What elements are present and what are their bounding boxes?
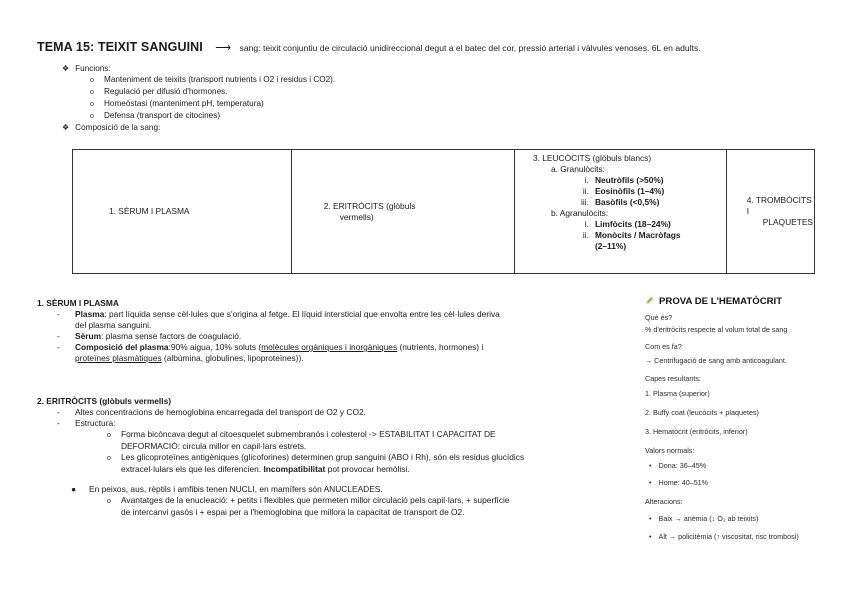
link-proteines: proteïnes plasmàtiques — [75, 353, 162, 363]
header — [37, 38, 701, 56]
composicio-label: Composició de la sang: — [75, 123, 161, 132]
layer-item: 2. Buffy coat (leucòcits + plaquetes) — [645, 408, 759, 417]
diamond-bullet-icon: ❖ — [62, 64, 70, 73]
funcio-item: o Manteniment de teixits (transport nutrients i O2 i residus i CO2). — [90, 75, 336, 84]
q-capes: Capes resultants: — [645, 374, 701, 383]
normal-item: • Home: 40–51% — [649, 478, 709, 487]
page-title: TEMA 15: TEIXIT SANGUINI — [37, 40, 203, 54]
circle-bullet-icon: o — [90, 89, 94, 96]
layer-item: 3. Hematòcrit (eritròcits, inferior) — [645, 427, 748, 436]
arrow-icon: ⟶ — [215, 42, 232, 54]
circle-bullet-icon: o — [90, 77, 94, 84]
header-description: sang: teixit conjuntiu de circulació unidireccional degut a el batec del cor, pressió arterial i vàlvules venoses. 6L en adults. — [239, 43, 701, 53]
composicio-table — [72, 149, 815, 274]
dot-bullet-icon: ● — [71, 484, 77, 494]
diamond-bullet-icon: ❖ — [62, 123, 70, 132]
table-cell-trombocits: 4. TROMBÒCITS I PLAQUETES — [726, 150, 814, 274]
table-cell-serum: 1. SÈRUM I PLASMA — [73, 150, 292, 274]
circle-bullet-icon: o — [107, 498, 111, 505]
funcio-item: o Regulació per difusió d'hormones. — [90, 87, 228, 96]
pencil-icon — [645, 296, 654, 305]
circle-bullet-icon: o — [90, 113, 94, 120]
table-cell-leucocits: 3. LEUCÒCITS (glòbuls blancs) a. Granulòcits: i. Neutròfils (>50%) ii. Eosinòfils (1–4%) iii. Basòfils (<0,5%) b. Agranulòcits: i. Limfòcits (18–24%) ii. Monòcits / Macròfags (2–11%) — [514, 150, 726, 274]
section-heading: 2. ERITRÒCITS (glòbuls vermells) — [37, 396, 172, 406]
q-que-es: Què és? — [645, 313, 673, 322]
table-cell-eritrocits: 2. ERITRÒCITS (glòbuls vermells) — [291, 150, 514, 274]
funcions-label: Funcions: — [75, 64, 111, 73]
hematocrit-panel: PROVA DE L'HEMATÒCRIT Què és? % d'eritròcits respecte al volum total de sang Com es fa? → Centrifugació de sang amb anticoagulant. Capes resultants: 1. Plasma (superior) 2. Buffy coat (leucòcits + plaquetes) 3. Hematòcrit (eritròcits, inferior) Valors normals: • Dona: 36–45% • Home: 40–51% Alteracions: • Baix → anèmia (↓ O₂ ab teixits) • Alt → policitèmia (↑ viscositat, risc trombosi) — [645, 296, 835, 541]
q-alteracions: Alteracions: — [645, 497, 683, 506]
circle-bullet-icon: o — [107, 432, 111, 439]
link-moleculas: molècules orgàniques i inorgàniques — [261, 342, 398, 352]
funcio-item: o Homeòstasi (manteniment pH, temperatura) — [90, 99, 264, 108]
seccio-serum: 1. SÈRUM I PLASMA - Plasma: part líquida sense cèl·lules que s'origina al fetge. El líquid intersticial que envolta entre les cèl·lules deriva del plasma sanguini. - Sèrum: plasma sense factors de coagulació. - Composició del plasma:90% aigua, 10% soluts (molècules orgàniques i inorgàniques (nutrients, hormones) i proteïnes plasmàtiques (albúmina, globulines, lipoproteïnes)). — [37, 298, 627, 364]
section-heading: 1. SÈRUM I PLASMA — [37, 298, 119, 308]
seccio-eritrocits: 2. ERITRÒCITS (glòbuls vermells) - Altes concentracions de hemoglobina encarregada del transport de O2 y CO2. - Estructura: o Forma bicòncava degut al citoesquelet submembranós i colesterol -> ESTABILITAT I CAPACITAT DE DEFORMACIÓ: circula millor en capil·lars estrets. o Les glicoproteïnes antigèniques (glicoforines) determinen grup sanguini (ABO i Rh), són els residus glucídics extracel·lulars els que les diferencien. Incompatibilitat pot provocar hemòlisi. ● En peixos, aus, rèptils i amfibis tenen NUCLI, en mamífers són ANUCLEADES. o Avantatges de la enucleació: + petits i flexibles que permeten millor circulació pels capil·lars, + superfície de intercanvi gasós i + espai per a l'hemoglobina que millora la capacitat de transport de O2. — [37, 396, 637, 518]
circle-bullet-icon: o — [90, 101, 94, 108]
funcions-block — [62, 63, 335, 133]
alteracio-item: • Baix → anèmia (↓ O₂ ab teixits) — [649, 514, 759, 523]
panel-title: PROVA DE L'HEMATÒCRIT — [645, 296, 835, 306]
funcio-item: o Defensa (transport de citocines) — [90, 111, 221, 120]
circle-bullet-icon: o — [107, 455, 111, 462]
alteracio-item: • Alt → policitèmia (↑ viscositat, risc trombosi) — [649, 532, 799, 541]
q-valors: Valors normals: — [645, 446, 695, 455]
layer-item: 1. Plasma (superior) — [645, 389, 710, 398]
normal-item: • Dona: 36–45% — [649, 461, 707, 470]
q-com-es-fa: Com es fa? — [645, 342, 682, 351]
